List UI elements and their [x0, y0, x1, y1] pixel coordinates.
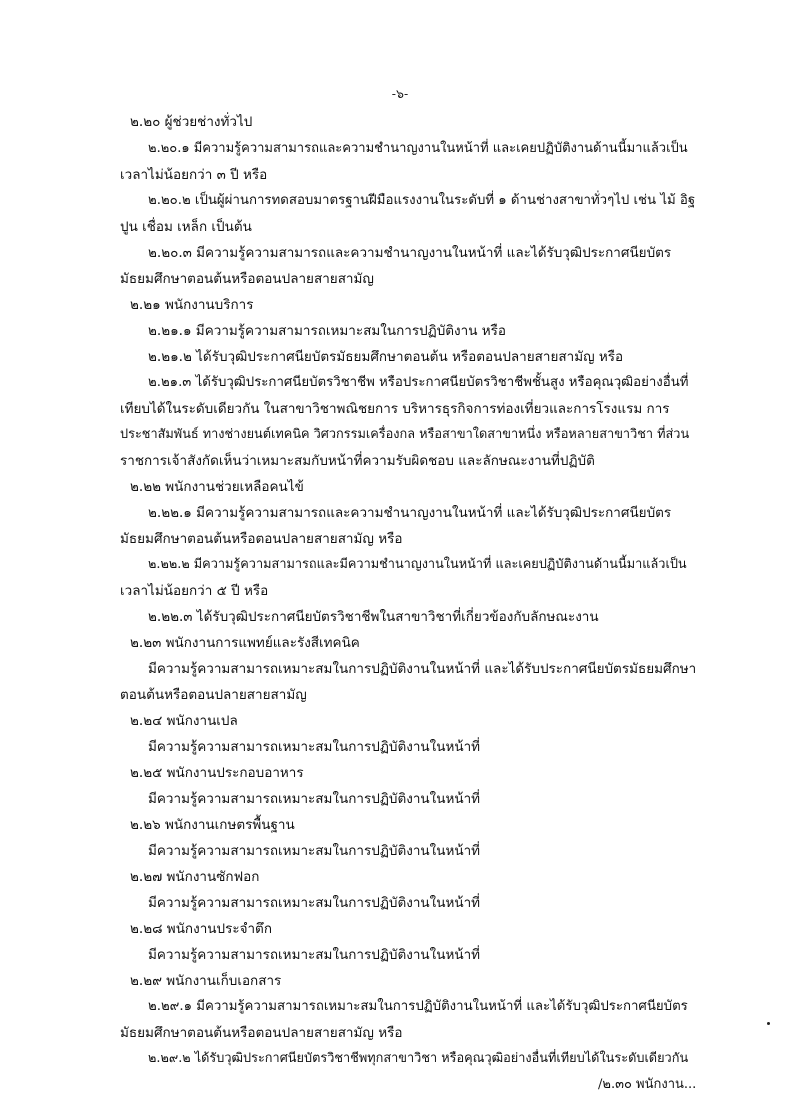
page-number: -๖-	[391, 86, 409, 101]
clause-line: ๒.๒๒.๑ มีความรู้ความสามารถและความชำนาญงานในหน้าที่ และได้รับวุฒิประกาศนียบัตร	[148, 505, 672, 521]
section-heading: ๒.๒๖ พนักงานเกษตรพื้นฐาน	[130, 817, 295, 833]
section-heading: ๒.๒๑ พนักงานบริการ	[130, 297, 254, 313]
clause-line: ๒.๒๐.๒ เป็นผู้ผ่านการทดสอบมาตรฐานฝีมือแรงงานในระดับที่ ๑ ด้านช่างสาขาทั่วๆไป เช่น ไม้ อิฐ	[148, 193, 696, 208]
continuation-line: เวลาไม่น้อยกว่า ๕ ปี หรือ	[120, 583, 269, 599]
section-heading: ๒.๒๗ พนักงานซักฟอก	[130, 869, 260, 885]
clause-line: มีความรู้ความสามารถเหมาะสมในการปฏิบัติงานในหน้าที่ และได้รับประกาศนียบัตรมัธยมศึกษา	[148, 661, 697, 677]
section-heading: ๒.๒๐ ผู้ช่วยช่างทั่วไป	[130, 114, 253, 130]
section-heading: ๒.๒๕ พนักงานประกอบอาหาร	[130, 765, 304, 781]
footer-continuation: /๒.๓๐ พนักงาน...	[598, 1077, 697, 1092]
continuation-line: มัธยมศึกษาตอนต้นหรือตอนปลายสายสามัญ	[120, 271, 374, 287]
continuation-line: เวลาไม่น้อยกว่า ๓ ปี หรือ	[120, 167, 268, 183]
clause-line: ๒.๒๑.๑ มีความรู้ความสามารถเหมาะสมในการปฏิบัติงาน หรือ	[148, 323, 506, 339]
continuation-line: ประชาสัมพันธ์ ทางช่างยนต์เทคนิค วิศวกรรมเครื่องกล หรือสาขาใดสาขาหนึ่ง หรือหลายสาขาวิชา ที่ส่วน	[120, 427, 690, 442]
clause-line: มีความรู้ความสามารถเหมาะสมในการปฏิบัติงานในหน้าที่	[148, 947, 481, 963]
section-heading: ๒.๒๘ พนักงานประจำตึก	[130, 921, 273, 937]
continuation-line: มัธยมศึกษาตอนต้นหรือตอนปลายสายสามัญ หรือ	[120, 1025, 403, 1041]
continuation-line: ตอนต้นหรือตอนปลายสายสามัญ	[120, 687, 307, 703]
clause-line: มีความรู้ความสามารถเหมาะสมในการปฏิบัติงานในหน้าที่	[148, 739, 481, 755]
clause-line: ๒.๒๒.๒ มีความรู้ความสามารถและมีความชำนาญงานในหน้าที่ และเคยปฏิบัติงานด้านนี้มาแล้วเป็น	[148, 557, 687, 572]
continuation-line: มัธยมศึกษาตอนต้นหรือตอนปลายสายสามัญ หรือ	[120, 531, 403, 547]
clause-line: ๒.๒๐.๑ มีความรู้ความสามารถและความชำนาญงานในหน้าที่ และเคยปฏิบัติงานด้านนี้มาแล้วเป็น	[148, 141, 688, 156]
clause-line: ๒.๒๙.๑ มีความรู้ความสามารถเหมาะสมในการปฏิบัติงานในหน้าที่ และได้รับวุฒิประกาศนียบัตร	[148, 999, 688, 1014]
scan-speck	[767, 1022, 770, 1025]
continuation-line: ราชการเจ้าสังกัดเห็นว่าเหมาะสมกับหน้าที่ความรับผิดชอบ และลักษณะงานที่ปฏิบัติ	[120, 453, 595, 469]
continuation-line: เทียบได้ในระดับเดียวกัน ในสาขาวิชาพณิชยการ บริหารธุรกิจการท่องเที่ยวและการโรงแรม การ	[120, 401, 670, 417]
clause-line: มีความรู้ความสามารถเหมาะสมในการปฏิบัติงานในหน้าที่	[148, 791, 481, 807]
section-heading: ๒.๒๔ พนักงานเปล	[130, 713, 238, 729]
clause-line: ๒.๒๑.๓ ได้รับวุฒิประกาศนียบัตรวิชาชีพ หรือประกาศนียบัตรวิชาชีพชั้นสูง หรือคุณวุฒิอย่างอื่นที่	[148, 375, 689, 390]
clause-line: มีความรู้ความสามารถเหมาะสมในการปฏิบัติงานในหน้าที่	[148, 895, 481, 911]
clause-line: ๒.๒๙.๒ ได้รับวุฒิประกาศนียบัตรวิชาชีพทุกสาขาวิชา หรือคุณวุฒิอย่างอื่นที่เทียบได้ในระดับเดียวกัน	[148, 1051, 689, 1066]
clause-line: ๒.๒๐.๓ มีความรู้ความสามารถและความชำนาญงานในหน้าที่ และได้รับวุฒิประกาศนียบัตร	[148, 245, 672, 261]
clause-line: มีความรู้ความสามารถเหมาะสมในการปฏิบัติงานในหน้าที่	[148, 843, 481, 859]
clause-line: ๒.๒๒.๓ ได้รับวุฒิประกาศนียบัตรวิชาชีพในสาขาวิชาที่เกี่ยวข้องกับลักษณะงาน	[148, 609, 599, 625]
section-heading: ๒.๒๒ พนักงานช่วยเหลือคนไข้	[130, 479, 304, 495]
section-heading: ๒.๒๓ พนักงานการแพทย์และรังสีเทคนิค	[130, 635, 360, 651]
section-heading: ๒.๒๙ พนักงานเก็บเอกสาร	[130, 973, 282, 989]
clause-line: ๒.๒๑.๒ ได้รับวุฒิประกาศนียบัตรมัธยมศึกษาตอนต้น หรือตอนปลายสายสามัญ หรือ	[148, 349, 624, 365]
continuation-line: ปูน เชื่อม เหล็ก เป็นต้น	[120, 219, 252, 235]
